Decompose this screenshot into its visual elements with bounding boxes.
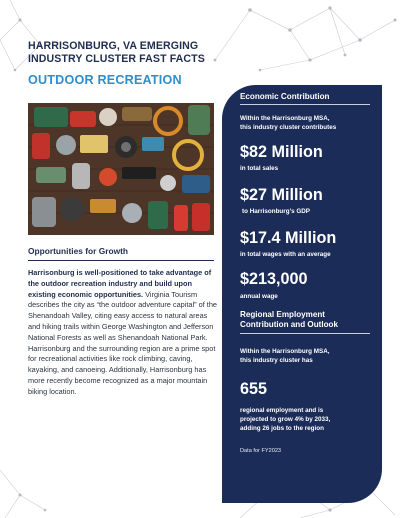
stat-avg-wage-value: $213,000 (240, 270, 308, 288)
economic-divider (240, 104, 370, 105)
stat-gdp-caption: to Harrisonburg’s GDP (242, 208, 310, 215)
page-title-line2: INDUSTRY CLUSTER FAST FACTS (28, 53, 205, 65)
page-subtitle: OUTDOOR RECREATION (28, 73, 182, 87)
data-footnote: Data for FY2023 (240, 448, 282, 454)
economic-intro-line1: Within the Harrisonburg MSA, (240, 115, 330, 122)
opportunities-lead: Harrisonburg is well-positioned to take advantage of the outdoor recreation industry and build upon existing economic opportunities. (28, 268, 212, 299)
opportunities-heading: Opportunities for Growth (28, 246, 129, 256)
employment-caption-line1: regional employment and is (240, 407, 324, 414)
employment-heading-line1: Regional Employment (240, 310, 325, 319)
stat-gdp-value: $27 Million (240, 186, 323, 204)
header-block (28, 40, 218, 87)
outdoor-gear-photo (28, 103, 214, 235)
economic-intro-line2: this industry cluster contributes (240, 124, 337, 131)
employment-caption-line3: adding 26 jobs to the region (240, 425, 324, 432)
employment-heading-line2: Contribution and Outlook (240, 320, 339, 329)
stat-avg-wage-caption: annual wage (240, 293, 278, 300)
employment-divider (240, 333, 370, 334)
opportunities-body: Virginia Tourism describes the city as “the outdoor adventure capital” of the Shenandoah Valley, citing easy access to natural areas and hiking trails within George Washington and Jefferson National Forests as well as Shenandoah National Park. Harrisonburg and the surrounding region are a prime spot for recreational activities like rock climbing, caving, kayaking, and canoeing. Additionally, Harrisonburg has more recently become recognized as a major mountain biking location. (28, 289, 218, 396)
employment-intro-line1: Within the Harrisonburg MSA, (240, 348, 330, 355)
stat-total-sales-caption: in total sales (240, 165, 279, 172)
stat-wages-caption: in total wages with an average (240, 251, 331, 258)
employment-caption-line2: projected to grow 4% by 2033, (240, 416, 331, 423)
economic-heading: Economic Contribution (240, 92, 330, 101)
opportunities-divider (28, 260, 214, 261)
opportunities-text (28, 268, 220, 398)
stat-wages-value: $17.4 Million (240, 229, 337, 247)
page-title-line1: HARRISONBURG, VA EMERGING (28, 40, 199, 52)
employment-value: 655 (240, 380, 268, 398)
stat-total-sales-value: $82 Million (240, 143, 323, 161)
employment-intro-line2: this industry cluster has (240, 357, 313, 364)
